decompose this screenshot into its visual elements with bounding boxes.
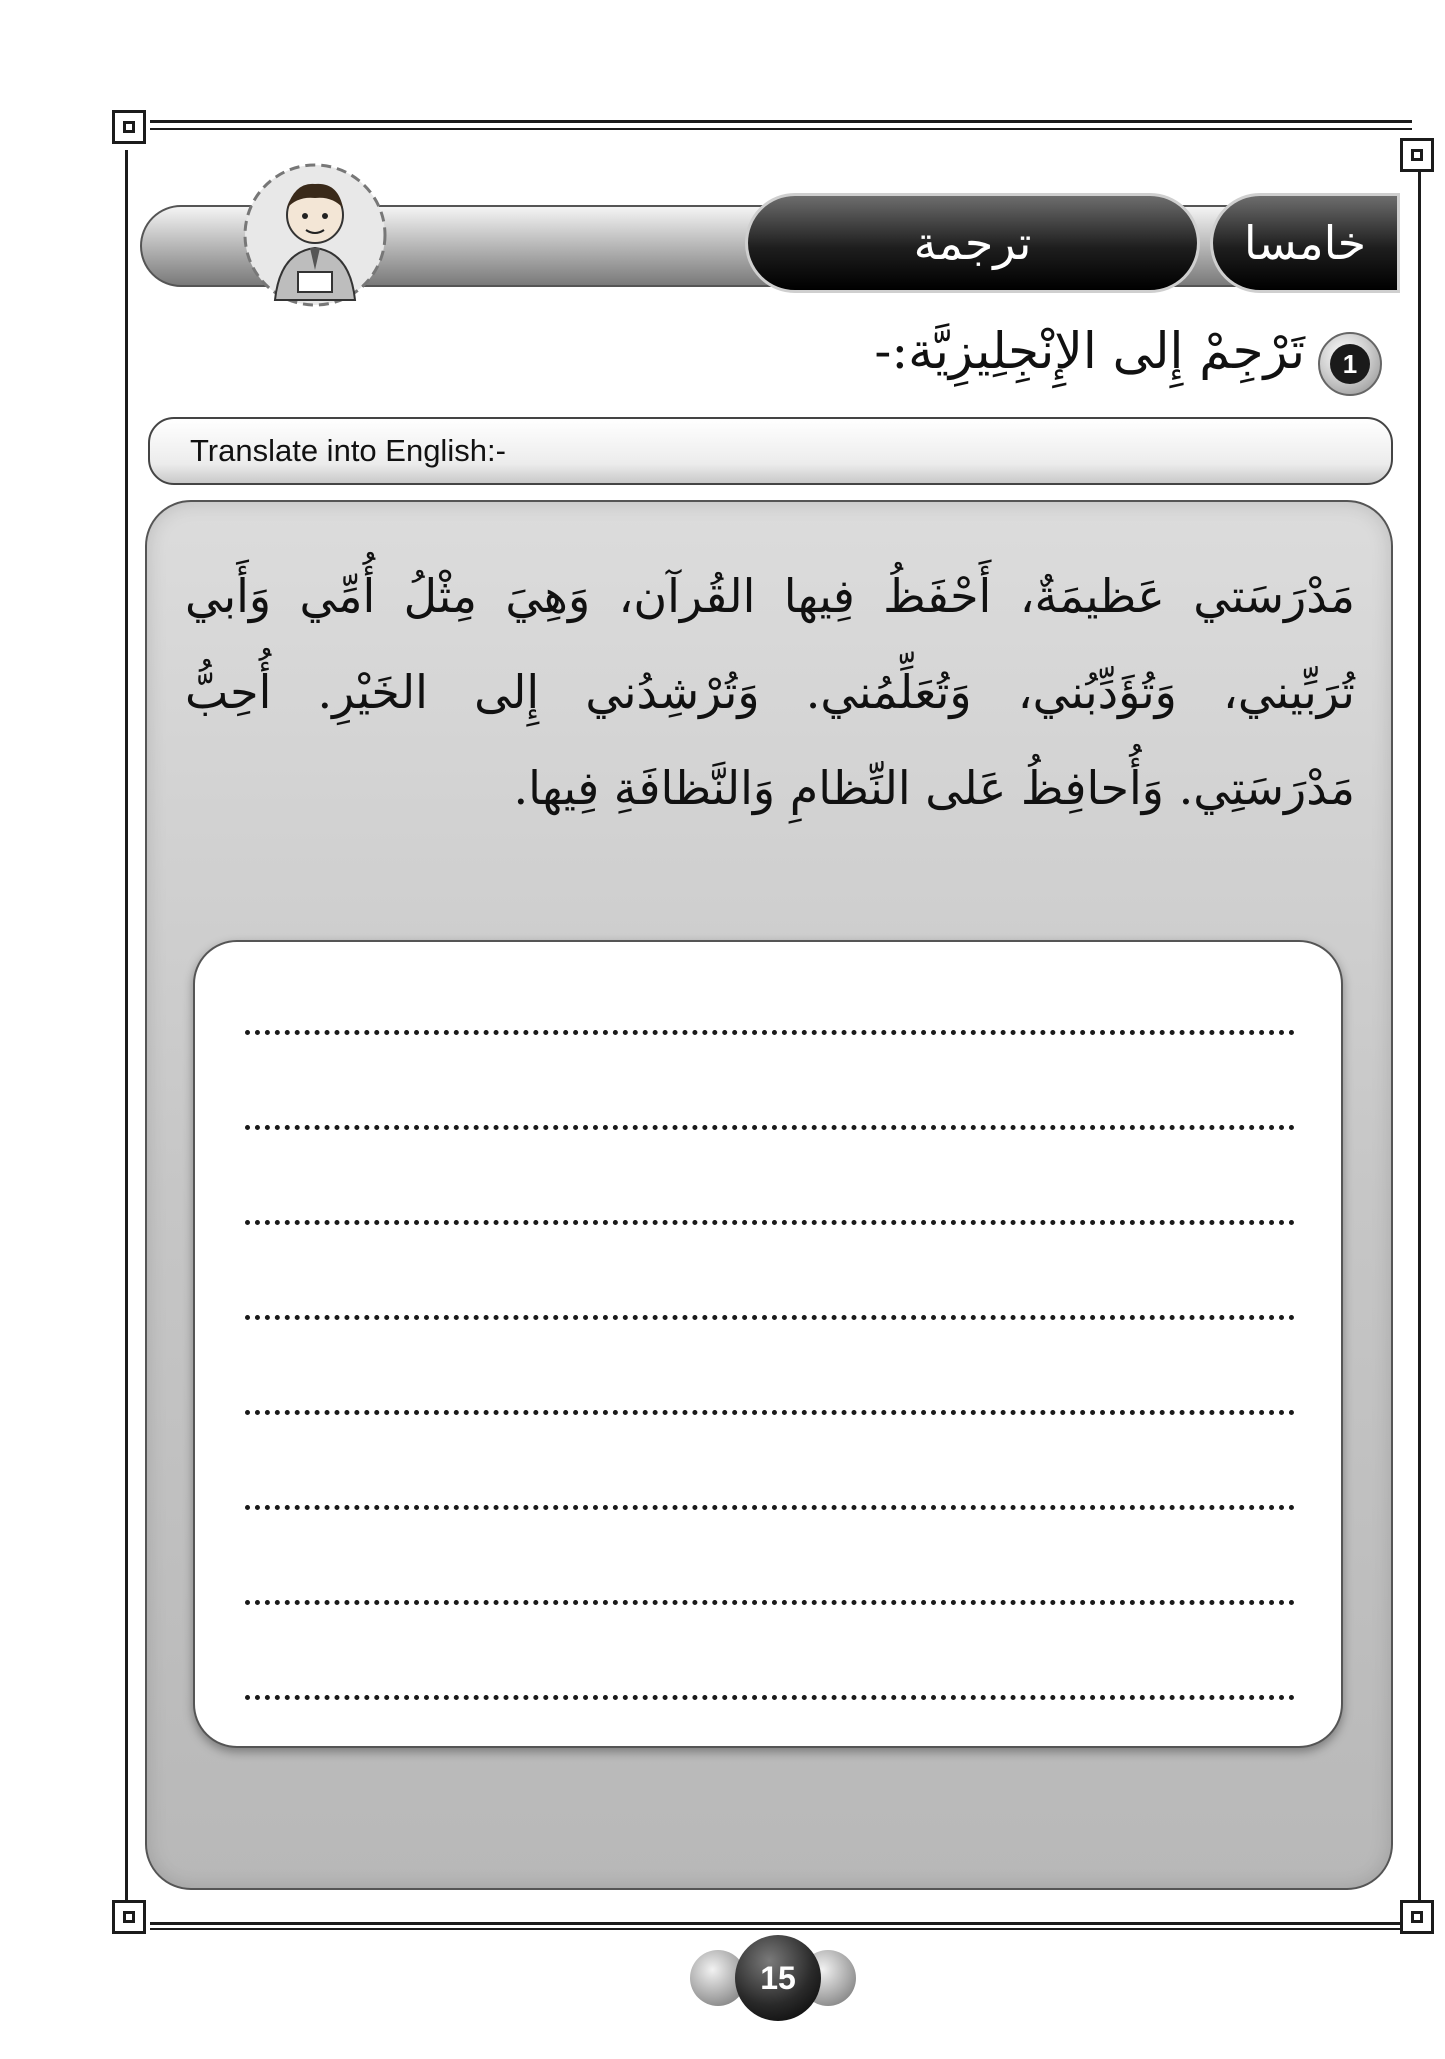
question-number-badge bbox=[1318, 332, 1382, 396]
answer-box[interactable] bbox=[193, 940, 1343, 1748]
question-number: 1 bbox=[1330, 344, 1370, 384]
frame-corner-bottom-right bbox=[1400, 1900, 1434, 1934]
frame-corner-bottom-left bbox=[112, 1900, 146, 1934]
boy-illustration bbox=[240, 160, 390, 310]
section-title-pill bbox=[745, 193, 1200, 293]
english-instruction-bar bbox=[148, 417, 1393, 485]
section-label: خامسا bbox=[1243, 216, 1367, 270]
answer-line[interactable] bbox=[245, 1030, 1295, 1035]
answer-line[interactable] bbox=[245, 1220, 1295, 1225]
page-number bbox=[735, 1935, 821, 2021]
section-title: ترجمة bbox=[913, 216, 1032, 270]
answer-line[interactable] bbox=[245, 1695, 1295, 1700]
answer-line[interactable] bbox=[245, 1315, 1295, 1320]
answer-line[interactable] bbox=[245, 1600, 1295, 1605]
answer-line[interactable] bbox=[245, 1125, 1295, 1130]
frame-corner-top-left bbox=[112, 110, 146, 144]
arabic-passage: مَدْرَسَتي عَظيمَةٌ، أَحْفَظُ فِيها القُرآن، وَهِيَ مِثْلُ أُمِّي وَأَبي تُرَبِّيني، وَتُؤَدِّبُني، وَتُعَلِّمُني. وَتُرْشِدُني إِلى الخَيْرِ. أُحِبُّ مَدْرَسَتِي. وَأُحافِظُ عَلى النِّظامِ وَالنَّظافَةِ فِيها. bbox=[185, 569, 1355, 815]
page-number-text: 15 bbox=[760, 1959, 796, 1996]
english-instruction-text: Translate into English:- bbox=[190, 433, 506, 468]
section-number-pill bbox=[1210, 193, 1400, 293]
answer-line[interactable] bbox=[245, 1505, 1295, 1510]
frame-corner-top-right bbox=[1400, 138, 1434, 172]
answer-line[interactable] bbox=[245, 1410, 1295, 1415]
question-arabic-instruction: تَرْجِمْ إِلى الإِنْجِلِيزِيَّة:- bbox=[874, 322, 1305, 380]
